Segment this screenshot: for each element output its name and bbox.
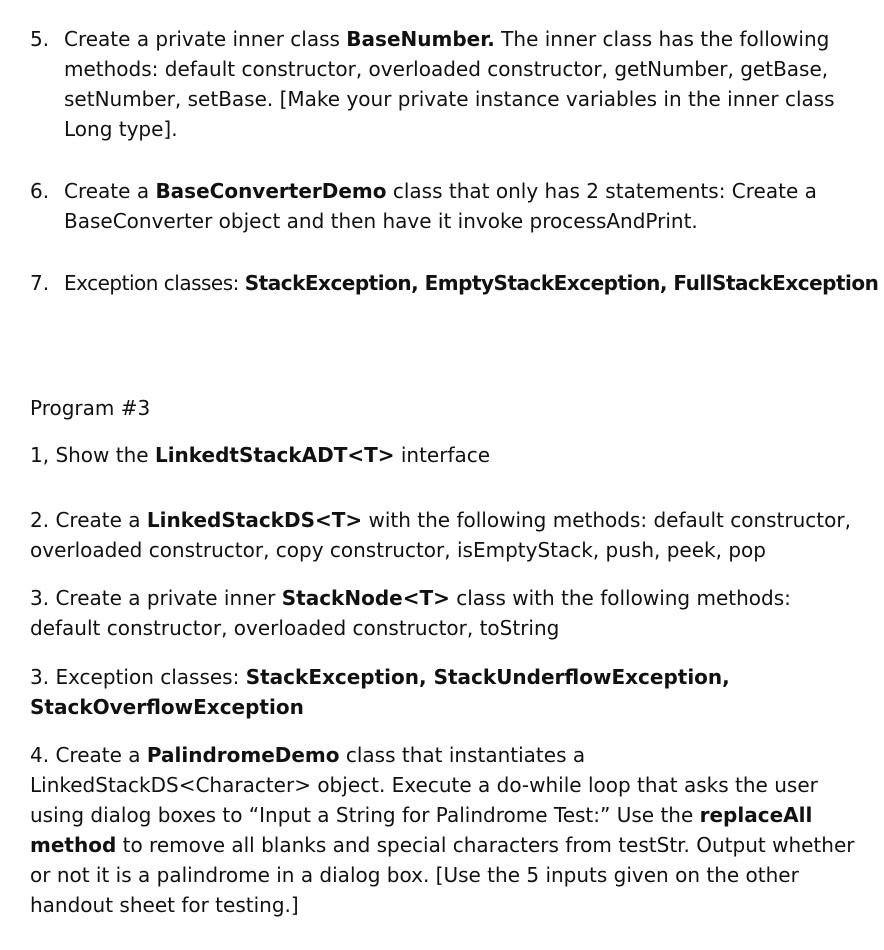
item-number: 5. (30, 27, 50, 51)
class-name: BaseConverterDemo (155, 179, 387, 203)
p3-item-1: 1, Show the LinkedtStackADT<T> interface (30, 443, 491, 467)
list-item-6 (30, 176, 862, 236)
section-heading: Program #3 (30, 396, 151, 420)
item-text: Create a BaseConverterDemo class that only has 2 statements: Create a BaseConverter object and then have it invoke processAndPrint. (64, 179, 817, 233)
p3-item-3-exceptions: 3. Exception classes: StackException, StackUnderflowException, StackOverflowException (30, 665, 730, 719)
class-name: LinkedtStackADT<T> (154, 443, 395, 467)
item-number: 7. (30, 271, 50, 295)
item-text: Create a private inner class BaseNumber. The inner class has the following methods: default constructor, overloaded constructor, getNumber, getBase, setNumber, setBase. [Make your private instance variables in the inner class Long type]. (64, 27, 835, 141)
class-name: StackException, EmptyStackException, FullStackException (244, 271, 879, 295)
class-name: StackException, StackUnderflowException, StackOverflowException (30, 665, 730, 719)
class-name: LinkedStackDS<T> (146, 508, 363, 532)
p3-item-3: 3. Create a private inner StackNode<T> class with the following methods: default constructor, overloaded constructor, toString (30, 586, 791, 640)
p3-item-2: 2. Create a LinkedStackDS<T> with the following methods: default constructor, overloaded constructor, copy constructor, isEmptyStack, push, peek, pop (30, 508, 851, 562)
class-name: BaseNumber. (346, 27, 495, 51)
method-name: replaceAll method (30, 803, 813, 857)
p3-item-4: 4. Create a PalindromeDemo class that instantiates a LinkedStackDS<Character> object. Execute a do-while loop that asks the user using dialog boxes to “Input a String for Palindrome Test:” Use the replaceAll method to remove all blanks and special characters from testStr. Output whether or not it is a palindrome in a dialog box. [Use the 5 inputs given on the other handout sheet for testing.] (30, 743, 855, 917)
item-text: Exception classes: StackException, EmptyStackException, FullStackException (64, 271, 879, 295)
list-item-5 (30, 24, 862, 144)
item-number: 6. (30, 179, 50, 203)
class-name: StackNode<T> (281, 586, 450, 610)
class-name: PalindromeDemo (146, 743, 340, 767)
list-item-7 (30, 268, 879, 298)
